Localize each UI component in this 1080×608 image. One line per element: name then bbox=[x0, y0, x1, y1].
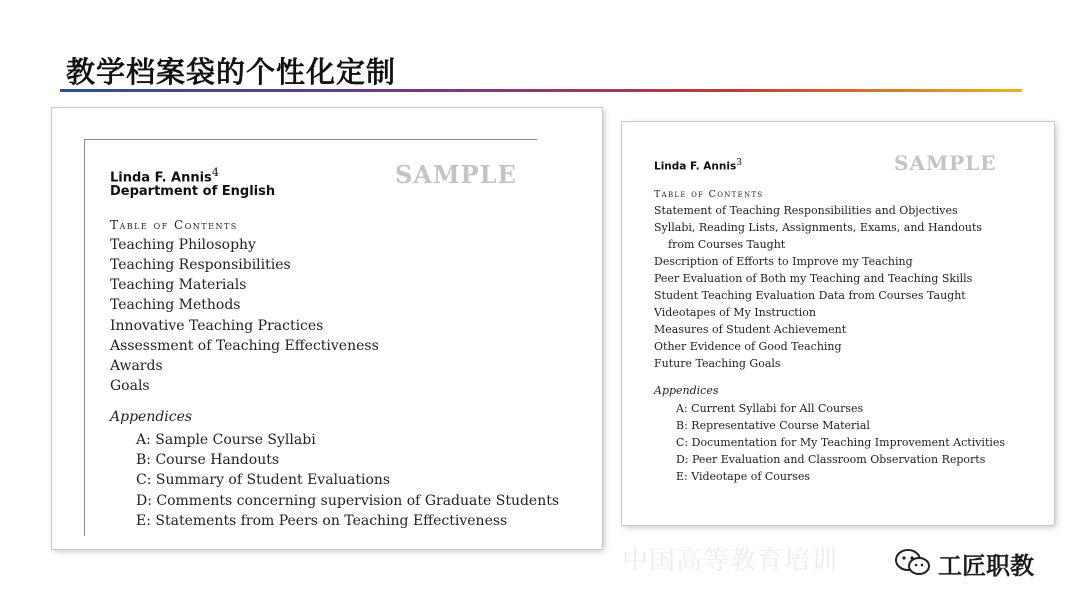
author-footnote: 3 bbox=[736, 158, 742, 168]
toc-heading: Table of Contents bbox=[110, 218, 238, 232]
sample-stamp: SAMPLE bbox=[395, 160, 517, 189]
toc-item: Goals bbox=[110, 378, 150, 394]
sample-stamp: SAMPLE bbox=[894, 151, 997, 175]
toc-item: Peer Evaluation of Both my Teaching and Teaching Skills bbox=[654, 272, 973, 285]
toc-item: from Courses Taught bbox=[668, 238, 786, 251]
appendix-item: E: Statements from Peers on Teaching Effectiveness bbox=[136, 513, 508, 529]
toc-item: Teaching Methods bbox=[110, 297, 241, 313]
appendices-heading: Appendices bbox=[110, 409, 193, 425]
wechat-icon bbox=[893, 547, 933, 577]
toc-item: Statement of Teaching Responsibilities and Objectives bbox=[654, 204, 958, 217]
appendix-item: A: Current Syllabi for All Courses bbox=[676, 402, 864, 415]
toc-item: Description of Efforts to Improve my Teaching bbox=[654, 255, 913, 268]
toc-item: Teaching Philosophy bbox=[110, 237, 256, 253]
brand-name: 工匠职教 bbox=[938, 552, 1034, 580]
title-divider bbox=[60, 89, 1022, 92]
appendix-item: B: Course Handouts bbox=[136, 452, 280, 468]
author-name: Linda F. Annis$^4$ bbox=[110, 166, 219, 186]
sample-page-left bbox=[52, 108, 602, 549]
toc-item: Future Teaching Goals bbox=[654, 357, 781, 370]
appendix-item: D: Peer Evaluation and Classroom Observation Reports bbox=[676, 453, 986, 466]
appendix-item: C: Summary of Student Evaluations bbox=[136, 472, 391, 488]
toc-item: Student Teaching Evaluation Data from Courses Taught bbox=[654, 289, 966, 302]
toc-item: Videotapes of My Instruction bbox=[654, 306, 816, 319]
toc-item: Assessment of Teaching Effectiveness bbox=[110, 338, 379, 354]
appendix-item: B: Representative Course Material bbox=[676, 419, 870, 432]
appendices-heading: Appendices bbox=[654, 384, 719, 397]
appendix-item: C: Documentation for My Teaching Improvement Activities bbox=[676, 436, 1006, 449]
department-name: Department of English bbox=[110, 184, 276, 199]
toc-heading: Table of Contents bbox=[654, 189, 764, 200]
appendix-item: E: Videotape of Courses bbox=[676, 470, 811, 483]
toc-item: Teaching Materials bbox=[110, 277, 247, 293]
author-footnote: 4 bbox=[211, 166, 219, 179]
sample-page-right bbox=[622, 122, 1054, 525]
slide-title: 教学档案袋的个性化定制 bbox=[66, 55, 397, 89]
toc-item: Measures of Student Achievement bbox=[654, 323, 847, 336]
toc-item: Innovative Teaching Practices bbox=[110, 318, 324, 334]
toc-item: Syllabi, Reading Lists, Assignments, Exams, and Handouts bbox=[654, 221, 983, 234]
toc-item: Awards bbox=[110, 358, 163, 374]
appendix-item: D: Comments concerning supervision of Graduate Students bbox=[136, 493, 560, 509]
watermark-text: 中国高等教育培训 bbox=[622, 546, 839, 576]
appendix-item: A: Sample Course Syllabi bbox=[136, 432, 316, 448]
author-name: Linda F. Annis$^3$ bbox=[654, 158, 742, 173]
toc-item: Teaching Responsibilities bbox=[110, 257, 291, 273]
toc-item: Other Evidence of Good Teaching bbox=[654, 340, 842, 353]
